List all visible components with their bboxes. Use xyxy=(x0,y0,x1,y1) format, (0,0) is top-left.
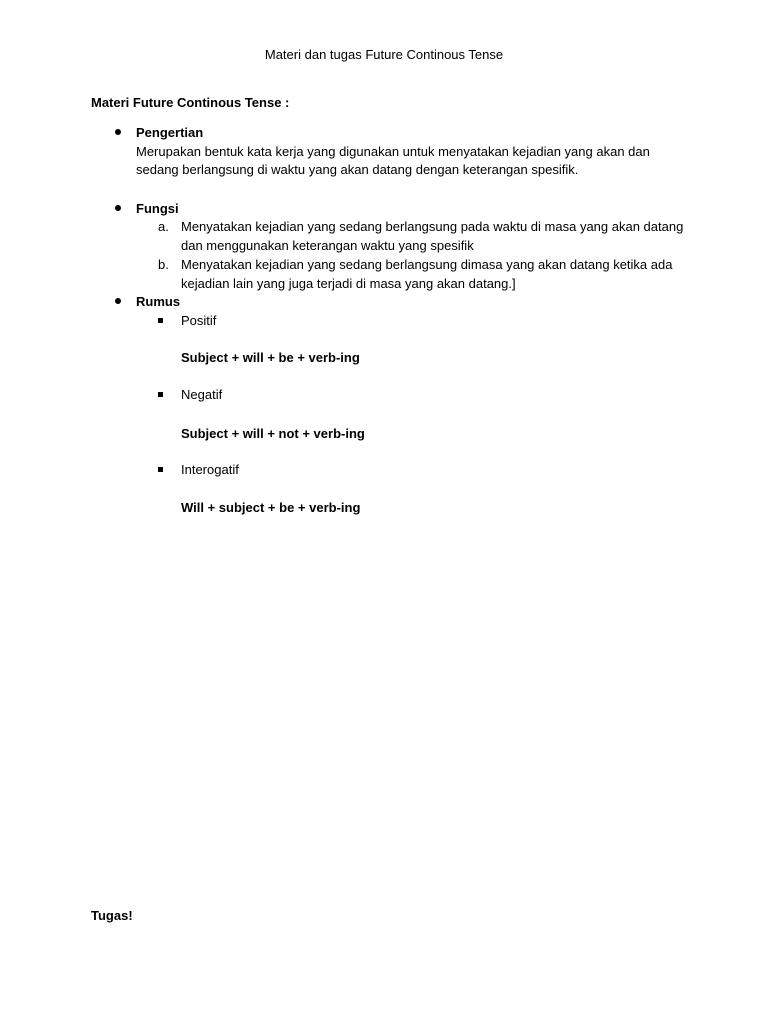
fungsi-item-marker: a. xyxy=(158,219,169,234)
section-heading: Materi Future Continous Tense : xyxy=(91,95,290,110)
fungsi-item-line: kejadian lain yang juga terjadi di masa yang akan datang.] xyxy=(181,276,516,291)
fungsi-item-line: dan menggunakan keterangan waktu yang spesifik xyxy=(181,238,474,253)
rumus-formula: Subject + will + not + verb-ing xyxy=(181,426,365,441)
bullet-icon xyxy=(115,129,121,135)
pengertian-label: Pengertian xyxy=(136,125,204,140)
rumus-item-label: Negatif xyxy=(181,387,223,402)
bullet-icon xyxy=(115,205,121,211)
fungsi-item-line: Menyatakan kejadian yang sedang berlangsung pada waktu di masa yang akan datang xyxy=(181,219,684,234)
rumus-item-label: Interogatif xyxy=(181,462,239,477)
rumus-formula: Subject + will + be + verb-ing xyxy=(181,350,360,365)
document-title: Materi dan tugas Future Continous Tense xyxy=(264,47,504,62)
rumus-label: Rumus xyxy=(136,294,181,309)
pengertian-text-line: sedang berlangsung di waktu yang akan datang dengan keterangan spesifik. xyxy=(136,162,579,177)
fungsi-item-marker: b. xyxy=(158,257,169,272)
square-bullet-icon xyxy=(158,467,163,472)
square-bullet-icon xyxy=(158,318,163,323)
square-bullet-icon xyxy=(158,392,163,397)
bullet-icon xyxy=(115,298,121,304)
pengertian-text-line: Merupakan bentuk kata kerja yang digunakan untuk menyatakan kejadian yang akan dan xyxy=(136,144,650,159)
fungsi-item-line: Menyatakan kejadian yang sedang berlangsung dimasa yang akan datang ketika ada xyxy=(181,257,673,272)
rumus-item-label: Positif xyxy=(181,313,217,328)
tugas-heading: Tugas! xyxy=(91,908,133,923)
fungsi-label: Fungsi xyxy=(136,201,179,216)
rumus-formula: Will + subject + be + verb-ing xyxy=(181,500,361,515)
